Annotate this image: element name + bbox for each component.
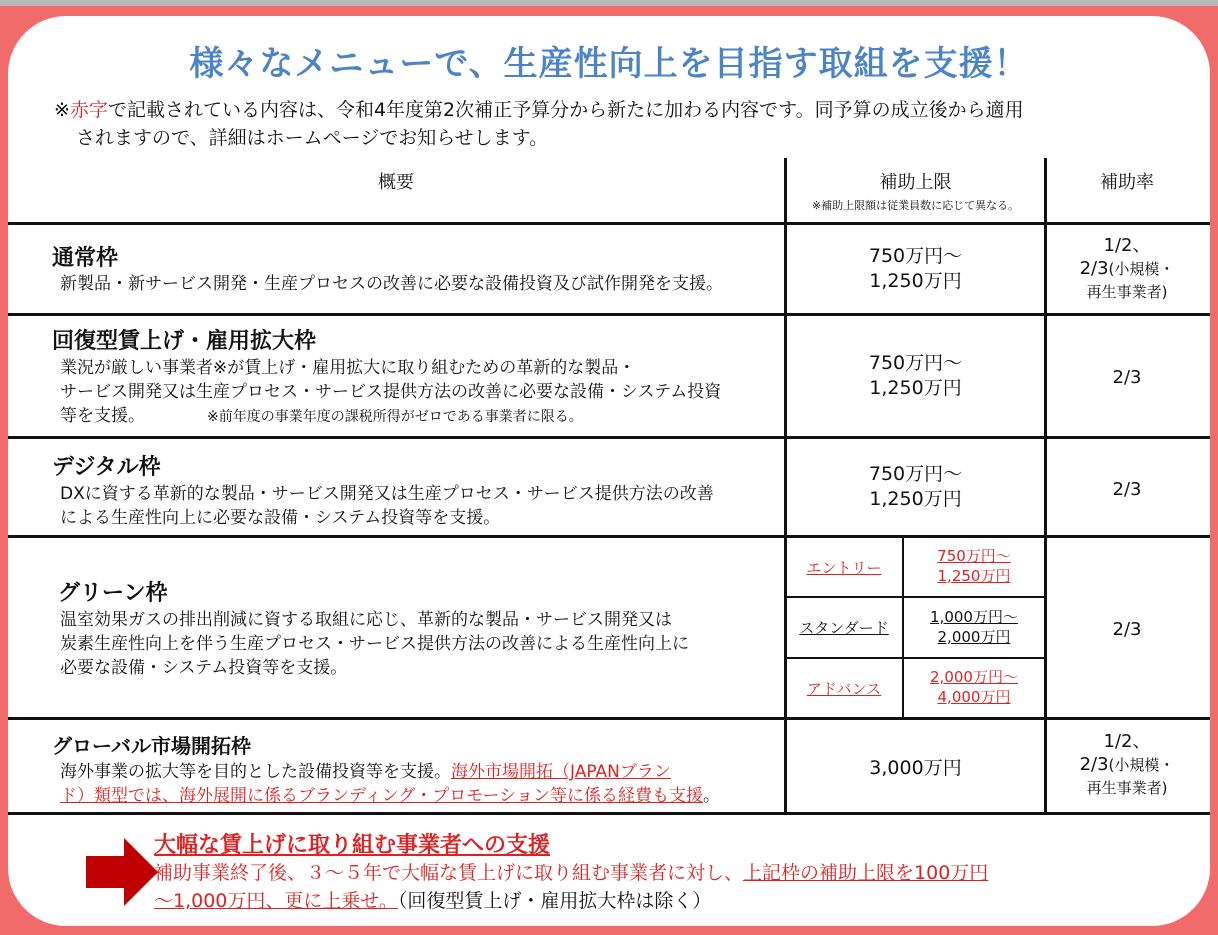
row-normal-rate [1047, 234, 1207, 304]
row-green-rate: 2/3 [1112, 619, 1142, 640]
row-normal-rate2: 2/3 [1079, 258, 1109, 279]
header-cap-note: ※補助上限額は従業員数に応じて異なる。 [811, 199, 1020, 212]
green-tier-standard-cap2: 2,000万円 [937, 628, 1011, 646]
top-bar [0, 0, 1218, 6]
row-recovery-desc [60, 356, 780, 429]
row-digital-desc [60, 482, 780, 530]
divider-header [8, 222, 1210, 225]
row-global-desc2-end: 。 [702, 786, 720, 806]
divider-row5 [8, 812, 1210, 815]
green-tier-standard-cap [904, 607, 1044, 647]
row-global-cap: 3,000万円 [869, 757, 962, 779]
note-line2: されますので、詳細はホームページでお知らせします。 [76, 127, 549, 149]
row-recovery-title: 回復型賃上げ・雇用拡大枠 [52, 329, 317, 354]
row-recovery-cap2: 1,250万円 [869, 377, 962, 399]
bonus-text1: 補助事業終了後、３～５年で大幅な賃上げに取り組む事業者に対し、 [154, 862, 744, 884]
row-normal-cap2: 1,250万円 [869, 270, 962, 292]
green-tier-entry-cap2: 1,250万円 [937, 567, 1011, 585]
intro-note [54, 96, 1164, 152]
row-recovery-cap1: 750万円～ [868, 352, 963, 374]
row-recovery-desc1: 業況が厳しい事業者※が賃上げ・雇用拡大に取り組むための革新的な製品・ [60, 358, 636, 378]
row-normal-rate1: 1/2、 [1103, 235, 1151, 256]
row-digital-cap [787, 462, 1044, 512]
green-tier-entry-cap [904, 546, 1044, 586]
row-digital-desc1: DXに資する革新的な製品・サービス開発又は生産プロセス・サービス提供方法の改善 [60, 484, 714, 504]
row-global-rate [1047, 730, 1207, 800]
divider-row3 [8, 535, 1210, 538]
green-tier-advance-cap1: 2,000万円～ [930, 668, 1018, 686]
bonus-text2-underlined: ～1,000万円、更に上乗せ。 [154, 890, 398, 912]
row-global-title: グローバル市場開拓枠 [52, 734, 251, 758]
green-tier-standard-name: スタンダード [799, 619, 889, 637]
row-recovery-desc3: 等を支援。 [60, 406, 145, 426]
row-normal-cap [787, 244, 1044, 294]
green-tier-divider-1 [786, 596, 1044, 598]
content-card [8, 16, 1210, 926]
bonus-text [154, 859, 1164, 915]
green-tier-divider-2 [786, 657, 1044, 659]
row-green-desc [60, 608, 780, 680]
divider-row2 [8, 436, 1210, 439]
row-global-rate2b: (小規模・ [1108, 756, 1175, 774]
note-red-word: 赤字 [69, 99, 108, 121]
row-recovery-rate: 2/3 [1112, 367, 1142, 388]
green-tier-advance-cap [904, 667, 1044, 707]
header-cap: 補助上限 [879, 172, 952, 193]
row-global-rate2: 2/3 [1079, 754, 1109, 775]
bonus-text1-underlined: 上記枠の補助上限を100万円 [743, 862, 989, 884]
header-rate: 補助率 [1100, 172, 1154, 193]
row-normal-cap1: 750万円～ [868, 245, 963, 267]
row-global-desc2-red: ド）類型では、海外展開に係るブランディング・プロモーション等に係る経費も支援 [60, 786, 703, 806]
green-tier-advance-name: アドバンス [806, 680, 882, 698]
row-green-desc1: 温室効果ガスの排出削減に資する取組に応じ、革新的な製品・サービス開発又は [60, 610, 672, 630]
row-digital-cap1: 750万円～ [868, 463, 963, 485]
green-tier-advance-cap2: 4,000万円 [937, 688, 1011, 706]
row-global-rate1: 1/2、 [1103, 731, 1151, 752]
row-normal-rate3: 再生事業者) [1086, 283, 1168, 301]
row-green-desc3: 必要な設備・システム投資等を支援。 [60, 658, 348, 678]
note-line1: で記載されている内容は、令和4年度第2次補正予算分から新たに加わる内容です。同予算の成立後から適用 [107, 99, 1024, 121]
bonus-title: 大幅な賃上げに取り組む事業者への支援 [154, 833, 551, 858]
row-green-title: グリーン枠 [58, 581, 168, 606]
row-normal-desc: 新製品・新サービス開発・生産プロセスの改善に必要な設備投資及び試作開発を支援。 [60, 274, 723, 294]
row-digital-rate: 2/3 [1112, 479, 1142, 500]
note-mark: ※ [54, 99, 70, 121]
row-recovery-desc2: サービス開発又は生産プロセス・サービス提供方法の改善に必要な設備・システム投資 [60, 382, 722, 402]
bonus-text2-end: （回復型賃上げ・雇用拡大枠は除く） [397, 890, 712, 912]
green-tier-standard-cap1: 1,000万円～ [930, 608, 1018, 626]
green-tier-entry-cap1: 750万円～ [937, 547, 1011, 565]
row-recovery-note: ※前年度の事業年度の課税所得がゼロである事業者に限る。 [207, 409, 583, 425]
divider-row1 [8, 313, 1210, 316]
header-summary: 概要 [378, 172, 414, 193]
row-global-desc1-red: 海外市場開拓（JAPANブラン [451, 762, 671, 782]
row-global-rate3: 再生事業者) [1086, 779, 1168, 797]
row-digital-title: デジタル枠 [52, 455, 161, 480]
row-global-desc [60, 760, 784, 808]
row-digital-desc2: による生産性向上に必要な設備・システム投資等を支援。 [60, 508, 501, 528]
row-global-desc1-black: 海外事業の拡大等を目的とした設備投資等を支援。 [60, 762, 451, 782]
divider-row4 [8, 717, 1210, 720]
right-arrow-icon [86, 838, 158, 906]
green-tier-entry-name: エントリー [806, 559, 882, 577]
row-digital-cap2: 1,250万円 [869, 488, 962, 510]
row-green-desc2: 炭素生産性向上を伴う生産プロセス・サービス提供方法の改善による生産性向上に [60, 634, 689, 654]
row-recovery-cap [787, 351, 1044, 401]
row-normal-rate2b: (小規模・ [1108, 260, 1175, 278]
row-normal-title: 通常枠 [52, 246, 119, 271]
page-title: 様々なメニューで、生産性向上を目指す取組を支援！ [189, 44, 1029, 84]
